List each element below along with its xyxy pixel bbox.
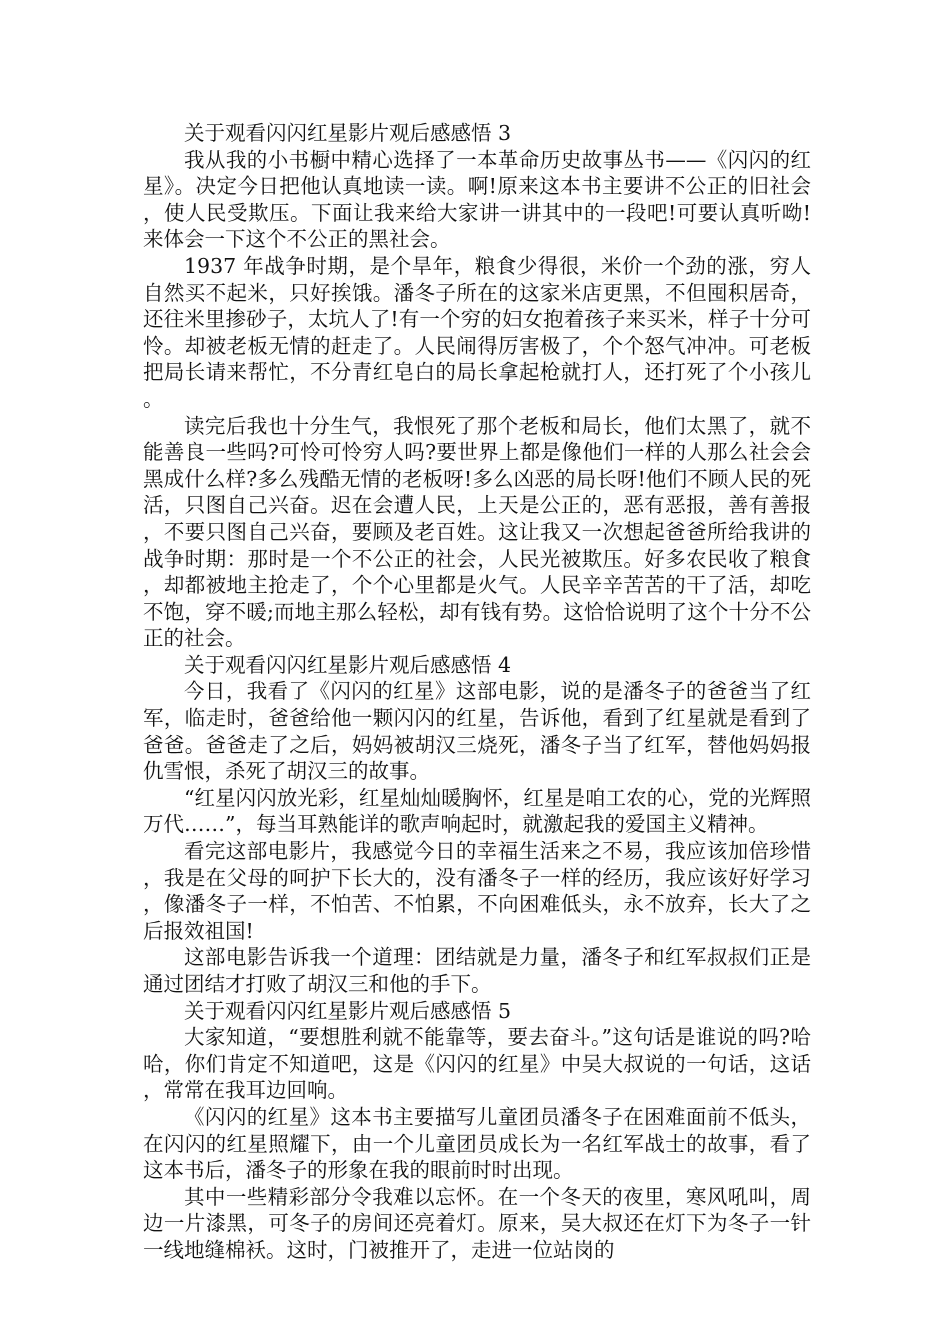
paragraph: 读完后我也十分生气，我恨死了那个老板和局长，他们太黑了，就不能善良一些吗?可怜可怜穷人吗?要世界上都是像他们一样的人那么社会会黑成什么样?多么残酷无情的老板呀!多么凶恶的局长呀!他们不顾人民的死活，只图自己兴奋。迟在会遭人民，上天是公正的，恶有恶报，善有善报，不要只图自己兴奋，要顾及老百姓。这让我又一次想起爸爸所给我讲的战争时期：那时是一个不公正的社会，人民光被欺压。好多农民收了粮食，却都被地主抢走了，个个心里都是火气。人民辛辛苦苦的干了活，却吃不饱，穿不暖;而地主那么轻松，却有钱有势。这恰恰说明了这个十分不公正的社会。 bbox=[143, 413, 811, 651]
paragraph: 《闪闪的红星》这本书主要描写儿童团员潘冬子在困难面前不低头，在闪闪的红星照耀下，由一个儿童团员成长为一名红军战士的故事，看了这本书后，潘冬子的形象在我的眼前时时出现。 bbox=[143, 1104, 811, 1183]
paragraph: 我从我的小书橱中精心选择了一本革命历史故事丛书——《闪闪的红星》。决定今日把他认真地读一读。啊!原来这本书主要讲不公正的旧社会，使人民受欺压。下面让我来给大家讲一讲其中的一段吧!可要认真听呦!来体会一下这个不公正的黑社会。 bbox=[143, 147, 811, 252]
paragraph: 看完这部电影片，我感觉今日的幸福生活来之不易，我应该加倍珍惜，我是在父母的呵护下长大的，没有潘冬子一样的经历，我应该好好学习，像潘冬子一样，不怕苦、不怕累，不向困难低头，永不放弃，长大了之后报效祖国! bbox=[143, 839, 811, 943]
document-page bbox=[143, 120, 811, 1264]
paragraph: 大家知道，“要想胜利就不能靠等，要去奋斗。”这句话是谁说的吗?哈哈，你们肯定不知道吧，这是《闪闪的红星》中吴大叔说的一句话，这话，常常在我耳边回响。 bbox=[143, 1025, 811, 1103]
section-heading-3: 关于观看闪闪红星影片观后感感悟 3 bbox=[184, 121, 512, 145]
section-heading-5: 关于观看闪闪红星影片观后感感悟 5 bbox=[184, 998, 512, 1023]
paragraph: 其中一些精彩部分令我难以忘怀。在一个冬天的夜里，寒风吼叫，周边一片漆黑，可冬子的房间还亮着灯。原来，吴大叔还在灯下为冬子一针一线地缝棉袄。这时，门被推开了，走进一位站岗的 bbox=[143, 1184, 811, 1262]
paragraph: 1937 年战争时期，是个旱年，粮食少得很，米价一个劲的涨，穷人自然买不起米，只好挨饿。潘冬子所在的这家米店更黑，不但囤积居奇，还往米里掺砂子，太坑人了!有一个穷的妇女抱着孩子来买米，样子十分可怜。却被老板无情的赶走了。人民闹得厉害极了，个个怒气冲冲。可老板把局长请来帮忙，不分青红皂白的局长拿起枪就打人，还打死了个小孩儿。 bbox=[143, 253, 811, 411]
paragraph: “红星闪闪放光彩，红星灿灿暖胸怀，红星是咱工农的心，党的光辉照万代……”，每当耳熟能详的歌声响起时，就激起我的爱国主义精神。 bbox=[143, 785, 811, 837]
paragraph: 这部电影告诉我一个道理：团结就是力量，潘冬子和红军叔叔们正是通过团结才打败了胡汉三和他的手下。 bbox=[143, 945, 811, 996]
section-heading-4: 关于观看闪闪红星影片观后感感悟 4 bbox=[184, 652, 512, 677]
paragraph: 今日，我看了《闪闪的红星》这部电影，说的是潘冬子的爸爸当了红军，临走时，爸爸给他一颗闪闪的红星，告诉他，看到了红星就是看到了爸爸。爸爸走了之后，妈妈被胡汉三烧死，潘冬子当了红军，替他妈妈报仇雪恨，杀死了胡汉三的故事。 bbox=[143, 679, 811, 784]
